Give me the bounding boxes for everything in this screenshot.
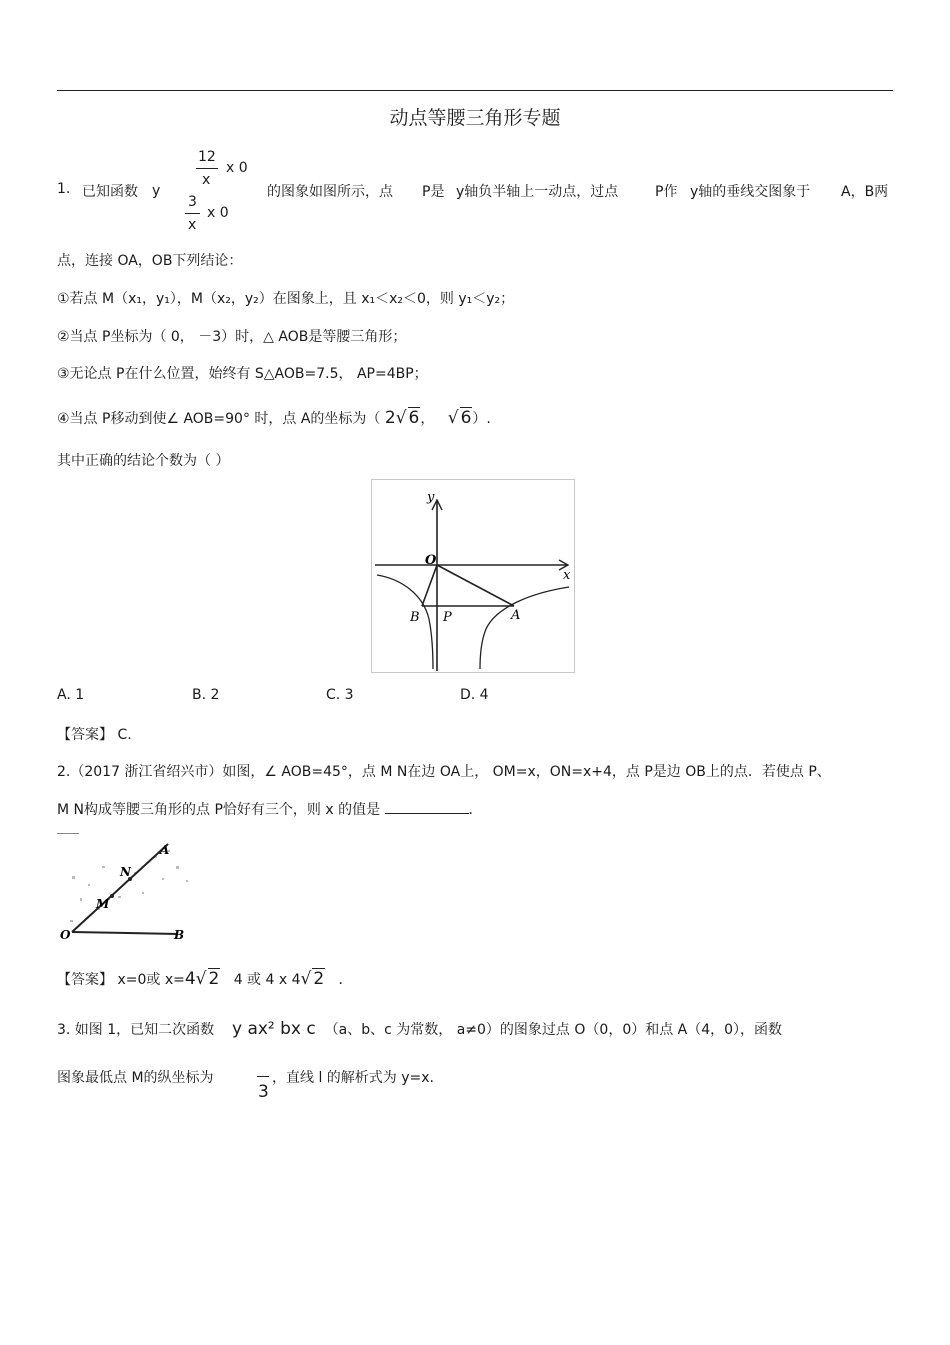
- q1-answer: 【答案】 C.: [57, 727, 132, 743]
- short-rule: [57, 833, 79, 834]
- q1-number: 1.: [57, 181, 71, 197]
- q2-answer: 【答案】 x=0或 x=4√ 2 4 或 4 x 4√ 2 ．: [57, 969, 353, 989]
- label-o: O: [425, 553, 437, 568]
- q1-y: y: [152, 183, 161, 199]
- scan-noise: [70, 850, 188, 922]
- q2-line1: 2.（2017 浙江省绍兴市）如图，∠ AOB=45°，点 M N在边 OA上， OM=x，ON=x+4，点 P是边 OB上的点．若使点 P、: [57, 764, 831, 780]
- q1-stem-b: y轴负半轴上一动点，过点: [456, 184, 619, 200]
- q1-stem-a: 的图象如图所示，点: [267, 184, 393, 200]
- figure-border: [372, 480, 575, 673]
- q1-question: 其中正确的结论个数为（ ）: [57, 453, 230, 469]
- q1-conclusion-2: ②当点 P坐标为（ 0， －3）时，△ AOB是等腰三角形；: [57, 329, 407, 345]
- label-n: N: [120, 865, 131, 879]
- q1-conclusion-3: ③无论点 P在什么位置，始终有 S△AOB=7.5， AP=4BP；: [57, 366, 428, 382]
- sqrt-6-b: √ 6: [447, 408, 472, 428]
- q3-line2-post: ，直线 l 的解析式为 y=x.: [272, 1070, 434, 1086]
- q3-equation: y ax² bx c: [231, 1019, 316, 1039]
- option-d: D. 4: [460, 687, 489, 703]
- point-m: [110, 894, 114, 898]
- label-y: y: [427, 490, 435, 505]
- q1-line2: 点，连接 OA，OB下列结论：: [57, 253, 243, 269]
- q2-figure: [58, 836, 208, 946]
- q1-figure: [371, 479, 576, 674]
- q1-piece1-cond: x 0: [226, 160, 248, 176]
- sqrt-6-a: √ 6: [395, 408, 420, 428]
- q1-stem-c: y轴的垂线交图象于: [690, 184, 811, 200]
- q2-line2: M N构成等腰三角形的点 P恰好有三个，则 x 的值是 ．: [57, 802, 483, 818]
- label-a: A: [511, 608, 521, 623]
- q3-line1: 3. 如图 1，已知二次函数 y ax² bx c （a、b、c 为常数， a≠0）的图象过点 O（0，0）和点 A（4，0），函数: [57, 1019, 783, 1039]
- q1-piece2-cond: x 0: [207, 205, 229, 221]
- label-o: O: [60, 928, 71, 942]
- answer-blank: [385, 800, 469, 814]
- q1-piece2-bar: [185, 213, 200, 214]
- q1-conclusion-4: ④当点 P移动到使∠ AOB=90° 时，点 A的坐标为（ 2√ 6， √ 6）.: [57, 408, 491, 428]
- q1-piece1-den: x: [202, 172, 211, 188]
- sqrt-2-a: √ 2: [195, 969, 220, 989]
- q3-line2-pre: 图象最低点 M的纵坐标为: [57, 1070, 214, 1086]
- ray-oa: [72, 844, 168, 932]
- sqrt-2-b: √ 2: [300, 969, 325, 989]
- label-p: P: [443, 610, 452, 625]
- label-x: x: [563, 568, 571, 583]
- q1-piece1-num: 12: [198, 149, 216, 165]
- q1-piece1-bar: [196, 168, 218, 169]
- ray-ob: [72, 932, 178, 934]
- option-b: B. 2: [192, 687, 220, 703]
- q3-fraction-den: 3: [258, 1082, 269, 1102]
- q1-stem-ab: A，B两: [841, 184, 889, 200]
- label-b: B: [410, 610, 420, 625]
- q1-piece2-num: 3: [188, 194, 197, 210]
- option-c: C. 3: [326, 687, 354, 703]
- q1-stem-p: P是: [422, 184, 445, 200]
- option-a: A. 1: [57, 687, 85, 703]
- q1-lead: 已知函数: [82, 184, 138, 200]
- q1-conclusion-1: ①若点 M（x₁，y₁），M（x₂，y₂）在图象上，且 x₁＜x₂＜0，则 y₁＜y₂；: [57, 291, 515, 307]
- top-rule: [57, 90, 893, 91]
- q1-piece2-den: x: [188, 217, 197, 233]
- label-m: M: [96, 897, 110, 911]
- q1-stem-p2: P作: [655, 184, 678, 200]
- label-a: A: [160, 843, 170, 857]
- page-title: 动点等腰三角形专题: [389, 107, 561, 129]
- q3-fraction-bar: [257, 1076, 269, 1077]
- label-b: B: [174, 928, 185, 942]
